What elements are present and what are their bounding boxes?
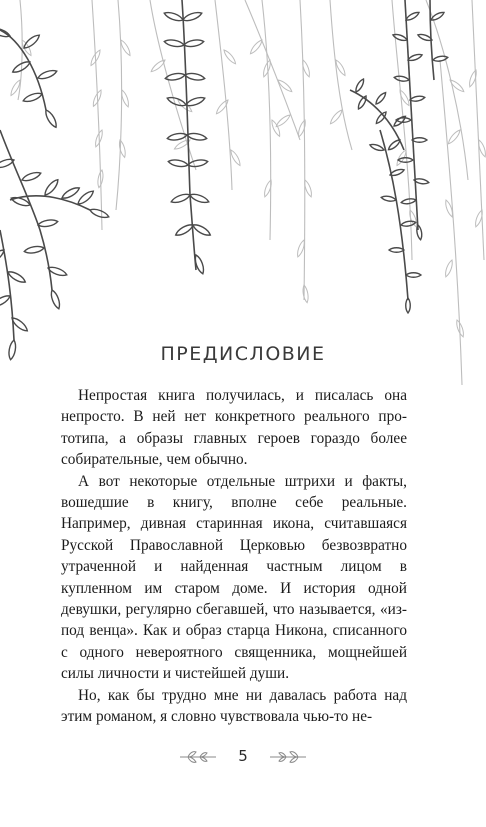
page-footer	[0, 743, 486, 773]
paragraph: А вот некоторые отдельные штрихи и факты, вошедшие в книгу, вполне себе реальные. Например, дивная старинная икона, считавшаяся Русской Православной Церковью безвозвратно утраченной и найденная частным лицом в купленном им старом доме. И история одной девушки, регулярно сбегавшей, что называется, «из-под венца». Как и образ старца Никона, списанного с одного невероятного священника, мощнейшей силы личности и чистейшей души.	[61, 472, 407, 683]
paragraph: Непростая книга получилась, и писалась она непросто. В ней нет конкретного реального прототипа, а образы главных героев гораздо более собирательные, чем обычно.	[61, 387, 407, 469]
paragraph: Но, как бы трудно мне ни давалась работа над этим романом, я словно чувствовала чью-то не-	[61, 686, 407, 726]
hanging-branches-illustration	[0, 0, 486, 395]
leaf-sprig-ornament	[268, 749, 308, 765]
page-number: 5	[238, 747, 248, 765]
body-text	[61, 385, 407, 728]
page-title: ПРЕДИСЛОВИЕ	[160, 343, 326, 365]
